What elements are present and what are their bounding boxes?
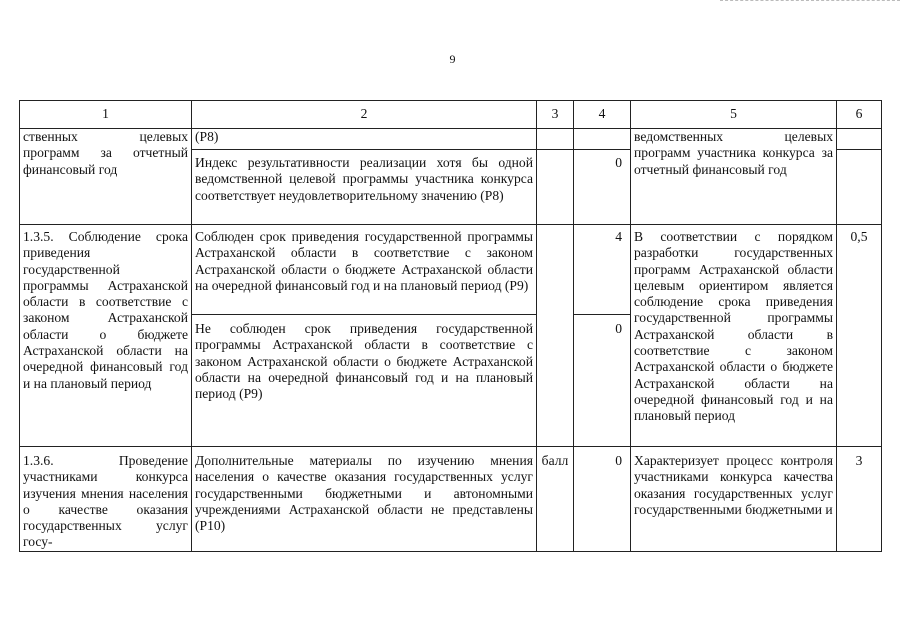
- cell-criterion: 1.3.5. Соблюдение срока приведения государственной программы Астраханской области в соответствие с законом Астраханской области о бюджете Астраханской области на очередной финансовый год и на плановый период: [20, 225, 192, 447]
- cell-comment: ведомственных целевых программ участника конкурса за отчетный финансовый год: [631, 129, 837, 225]
- header-col-2: 2: [192, 101, 537, 129]
- scan-artifact-marks: [720, 0, 900, 7]
- cell-comment: В соответствии с порядком разработки государственных программ Астраханской области целевым ориентиром является соблюдение срока приведения государственной программы Астраханской области в соответствие с законом Астраханской области о бюджете Астраханской области на очередной финансовый год и на плановый период: [631, 225, 837, 447]
- page-number: 9: [449, 52, 456, 66]
- cell-score: 0: [574, 315, 631, 447]
- cell-score: [574, 129, 631, 150]
- header-col-1: 1: [20, 101, 192, 129]
- cell-unit: [537, 129, 574, 150]
- criteria-table: [19, 100, 882, 552]
- cell-description: (Р8): [192, 129, 537, 150]
- cell-weight: 0,5: [837, 225, 882, 447]
- cell-unit: балл: [537, 447, 574, 552]
- cell-comment: Характеризует процесс контроля участниками конкурса качества оказания государственных услуг государственными бюджетными и: [631, 447, 837, 552]
- cell-unit: [537, 150, 574, 225]
- cell-weight: 3: [837, 447, 882, 552]
- cell-criterion: 1.3.6. Проведение участниками конкурса изучения мнения населения о качестве оказания государственных услуг госу-: [20, 447, 192, 552]
- header-col-3: 3: [537, 101, 574, 129]
- cell-unit: [537, 225, 574, 447]
- cell-description: Не соблюден срок приведения государственной программы Астраханской области в соответствие с законом Астраханской области о бюджете Астраханской области на очередной финансовый год и на плановый период (Р9): [192, 315, 537, 447]
- cell-score: 4: [574, 225, 631, 315]
- table-row: [20, 129, 882, 150]
- table-row: [20, 447, 882, 552]
- cell-weight: [837, 150, 882, 225]
- header-col-4: 4: [574, 101, 631, 129]
- header-col-5: 5: [631, 101, 837, 129]
- cell-description: Соблюден срок приведения государственной программы Астраханской области в соответствие с законом Астраханской области о бюджете Астраханской области на очередной финансовый год и на плановый период (Р9): [192, 225, 537, 315]
- header-row: [20, 101, 882, 129]
- cell-criterion: ственных целевых программ за отчетный финансовый год: [20, 129, 192, 225]
- table-row: [20, 225, 882, 315]
- cell-weight: [837, 129, 882, 150]
- cell-score: 0: [574, 150, 631, 225]
- cell-description: Дополнительные материалы по изучению мнения населения о качестве оказания государственных услуг государственными бюджетными и автономными учреждениями Астраханской области не представлены (Р10): [192, 447, 537, 552]
- header-col-6: 6: [837, 101, 882, 129]
- cell-description: Индекс результативности реализации хотя бы одной ведомственной целевой программы участника конкурса соответствует неудовлетворительному значению (Р8): [192, 150, 537, 225]
- cell-score: 0: [574, 447, 631, 552]
